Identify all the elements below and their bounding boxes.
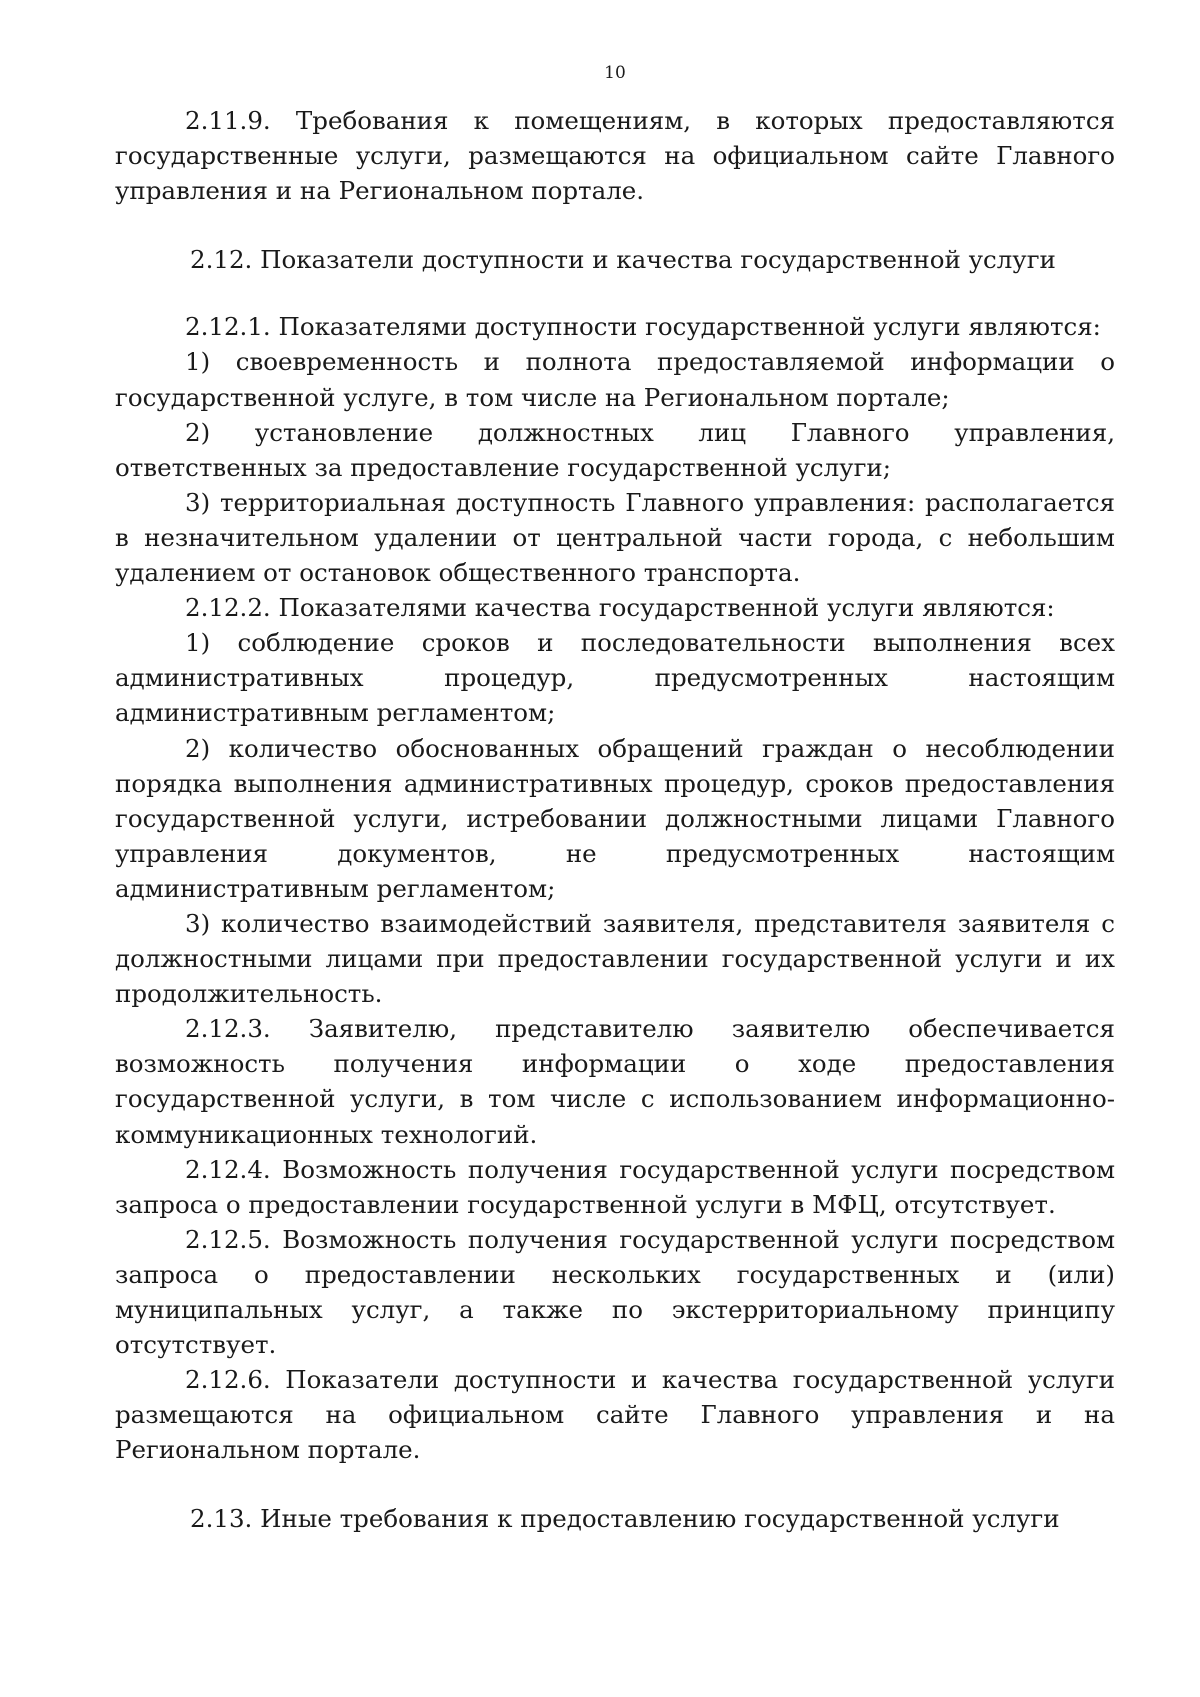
- paragraph-2-12-4: 2.12.4. Возможность получения государственной услуги посредством запроса о предоставлении государственной услуги в МФЦ, отсутствует.: [115, 1154, 1115, 1219]
- paragraph-2-12-3: 2.12.3. Заявителю, представителю заявителю обеспечивается возможность получения информации о ходе предоставления государственной услуги, в том числе с использованием информационно-коммуникационных технологий.: [115, 1014, 1115, 1149]
- spacer: [115, 277, 1115, 309]
- paragraph-2-12-1-item-3: 3) территориальная доступность Главного управления: располагается в незначительном удалении от центральной части города, с небольшим удалением от остановок общественного транспорта.: [115, 487, 1115, 588]
- spacer: [115, 208, 1115, 242]
- section-heading-2-12: 2.12. Показатели доступности и качества государственной услуги: [190, 245, 1056, 275]
- page-number: 10: [604, 63, 626, 83]
- paragraph-2-12-2-item-3: 3) количество взаимодействий заявителя, представителя заявителя с должностными лицами при предоставлении государственной услуги и их продолжительность.: [115, 908, 1115, 1009]
- paragraph-2-12-1: 2.12.1. Показателями доступности государственной услуги являются:: [185, 312, 1101, 342]
- paragraph-2-11-9: 2.11.9. Требования к помещениям, в которых предоставляются государственные услуги, размещаются на официальном сайте Главного управления и на Региональном портале.: [115, 106, 1115, 206]
- paragraph-2-12-5: 2.12.5. Возможность получения государственной услуги посредством запроса о предоставлении нескольких государственных и (или) муниципальных услуг, а также по экстерриториальному принципу отсутствует.: [115, 1224, 1115, 1360]
- paragraph-2-12-2-item-2: 2) количество обоснованных обращений граждан о несоблюдении порядка выполнения административных процедур, сроков предоставления государственной услуги, истребовании должностными лицами Главного управления документов, не предусмотренных настоящим административным регламентом;: [115, 733, 1115, 903]
- spacer: [115, 1467, 1115, 1501]
- section-heading-2-13: 2.13. Иные требования к предоставлению государственной услуги: [190, 1504, 1060, 1534]
- paragraph-2-12-6: 2.12.6. Показатели доступности и качества государственной услуги размещаются на официальном сайте Главного управления и на Региональном портале.: [115, 1365, 1115, 1465]
- paragraph-2-12-1-item-2: 2) установление должностных лиц Главного управления, ответственных за предоставление государственной услуги;: [115, 417, 1115, 482]
- paragraph-2-12-2: 2.12.2. Показателями качества государственной услуги являются:: [185, 593, 1055, 623]
- paragraph-2-12-1-item-1: 1) своевременность и полнота предоставляемой информации о государственной услуге, в том числе на Региональном портале;: [115, 347, 1115, 412]
- paragraph-2-12-2-item-1: 1) соблюдение сроков и последовательности выполнения всех административных процедур, предусмотренных настоящим административным регламентом;: [115, 628, 1115, 728]
